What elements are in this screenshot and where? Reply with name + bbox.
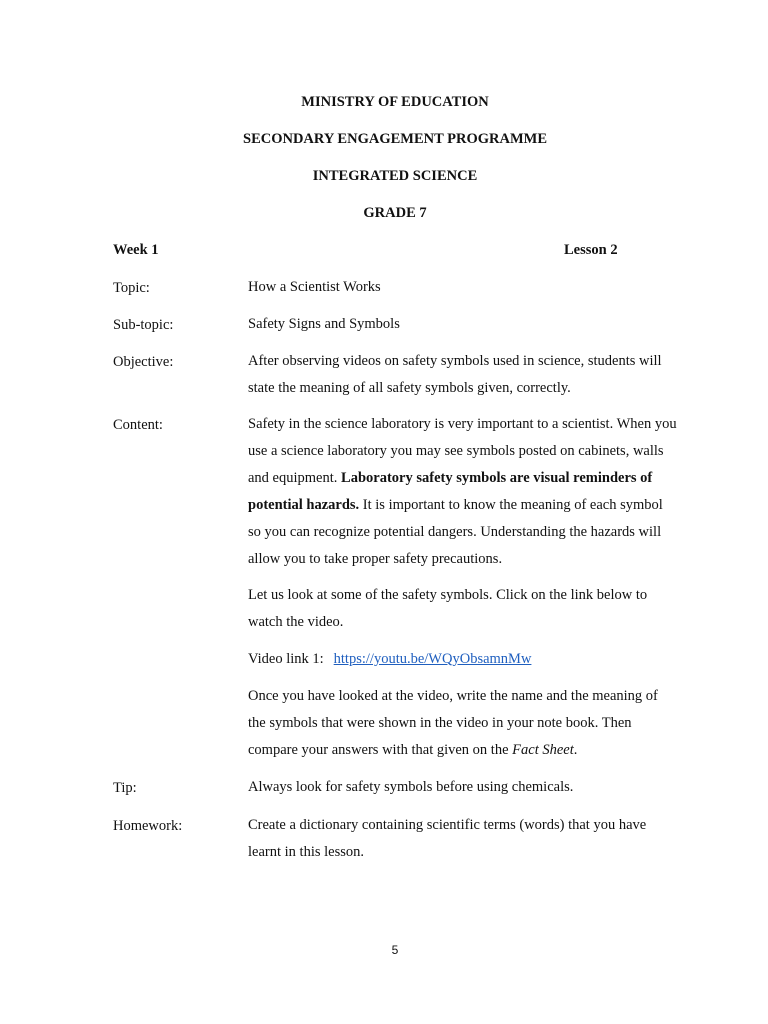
topic-label: Topic:: [113, 280, 150, 296]
video-link-label: Video link 1:: [248, 651, 324, 667]
heading-grade: GRADE 7: [363, 205, 427, 221]
objective-text: After observing videos on safety symbols used in science, students will state the meaning of all safety symbols given, correctly.: [248, 353, 662, 396]
content-paragraph-1-emphasis: Laboratory safety symbols are visual reminders of potential hazards.: [248, 470, 653, 513]
heading-subject: INTEGRATED SCIENCE: [312, 168, 478, 184]
fact-sheet-reference: Fact Sheet: [512, 742, 574, 758]
homework-text: Create a dictionary containing scientific terms (words) that you have learnt in this lesson.: [248, 817, 647, 860]
week-label: Week 1: [113, 242, 159, 258]
content-paragraph-3: [248, 683, 678, 764]
content-paragraph-1: [248, 411, 678, 573]
content-label: Content:: [113, 417, 163, 433]
content-paragraph-1-start: Safety in the science laboratory is very important to a scientist. When you use a science laboratory you may see symbols posted on cabinets, walls and equipment.: [248, 416, 677, 486]
objective-label: Objective:: [113, 354, 174, 370]
lesson-label: Lesson 2: [564, 242, 618, 258]
content-paragraph-3-end: .: [573, 742, 578, 758]
tip-label: Tip:: [113, 780, 137, 796]
video-link[interactable]: https://youtu.be/WQyObsamnMw: [333, 651, 532, 667]
page-number: 5: [391, 943, 399, 957]
tip-text: Always look for safety symbols before using chemicals.: [248, 779, 574, 795]
topic-text: How a Scientist Works: [248, 279, 381, 295]
content-paragraph-3-start: Once you have looked at the video, write the name and the meaning of the symbols that were shown in the video in your note book. Then compare your answers with that given on the: [248, 688, 658, 758]
video-link-row: [248, 646, 678, 673]
subtopic-label: Sub-topic:: [113, 317, 174, 333]
content-paragraph-2: Let us look at some of the safety symbols. Click on the link below to watch the video.: [248, 587, 648, 630]
homework-label: Homework:: [113, 818, 183, 834]
heading-ministry: MINISTRY OF EDUCATION: [301, 94, 489, 110]
content-paragraph-1-end: It is important to know the meaning of each symbol so you can recognize potential dangers. Understanding the hazards will allow you to take proper safety precautions.: [248, 497, 663, 567]
subtopic-text: Safety Signs and Symbols: [248, 316, 400, 332]
heading-programme: SECONDARY ENGAGEMENT PROGRAMME: [243, 131, 547, 147]
